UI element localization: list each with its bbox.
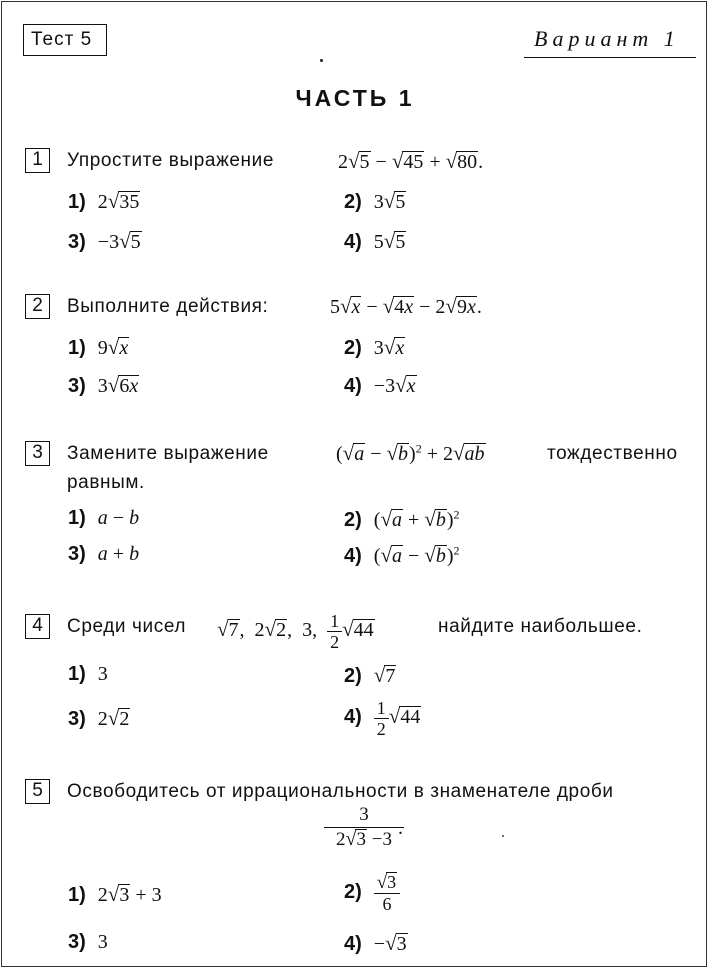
answer-option[interactable]: 3) 3√6x [68, 373, 139, 397]
answer-option[interactable]: 1) 2√3 + 3 [68, 882, 162, 906]
answer-option[interactable]: 2) $\frac{√3}{6}$ [344, 872, 400, 914]
question-number: 2 [25, 294, 50, 319]
question-text: Упростите выражение [67, 150, 275, 171]
question-expression: √7, 2√2, 3, $\frac{1}{2}$ √44 [217, 611, 374, 652]
answer-option[interactable]: 4) 5√5 [344, 229, 406, 253]
answer-option[interactable]: 4) $(√a - √b)^2$ [344, 543, 460, 567]
question-expression: 5√x − √4x − 2√9x. [330, 294, 482, 318]
answer-option[interactable]: 2) 3√5 [344, 189, 406, 213]
question-text-line2: равным. [67, 472, 145, 493]
answer-option[interactable]: 4) $\frac{1}{2}$ √44 [344, 698, 421, 739]
question-text-end: тождественно [547, 443, 678, 464]
answer-option[interactable]: 2) $(√a + √b)^2$ [344, 507, 460, 531]
question-text: Замените выражение [67, 443, 269, 464]
answer-option[interactable]: 3) 3 [68, 931, 108, 953]
print-speck [320, 59, 323, 62]
answer-option[interactable]: 3) −3√5 [68, 229, 141, 253]
answer-option[interactable]: 2) √7 [344, 663, 396, 687]
question-text: Освободитесь от иррациональности в знаменателе дроби [67, 781, 614, 802]
question-expression: $(√a - √b)^2 + 2√ab$ [336, 441, 485, 465]
answer-option[interactable]: 1) a − b [68, 507, 140, 529]
question-text-end: найдите наибольшее. [438, 616, 643, 637]
answer-option[interactable]: 1) 9√x [68, 335, 129, 359]
test-page [1, 1, 707, 967]
answer-option[interactable]: 4) −√3 [344, 931, 407, 955]
print-speck [502, 835, 504, 837]
question-fraction: 3 2√3 −3 [324, 804, 404, 851]
variant-label: Вариант 1 [534, 26, 680, 51]
fraction-period: . [398, 817, 403, 839]
variant-underline [524, 57, 696, 58]
answer-option[interactable]: 3) 2√2 [68, 706, 130, 730]
answer-option[interactable]: 1) 3 [68, 663, 108, 685]
question-number: 3 [25, 441, 50, 466]
part-title: ЧАСТЬ 1 [295, 85, 415, 111]
question-text: Выполните действия: [67, 296, 269, 317]
question-number: 1 [25, 148, 50, 173]
answer-option[interactable]: 2) 3√x [344, 335, 405, 359]
answer-option[interactable]: 1) 2√35 [68, 189, 140, 213]
question-text: Среди чисел [67, 616, 187, 637]
answer-option[interactable]: 4) −3√x [344, 373, 416, 397]
answer-option[interactable]: 3) a + b [68, 543, 140, 565]
question-number: 4 [25, 614, 50, 639]
question-expression: 2√5 − √45 + √80. [338, 149, 484, 173]
test-label: Тест 5 [23, 24, 107, 56]
question-number: 5 [25, 779, 50, 804]
